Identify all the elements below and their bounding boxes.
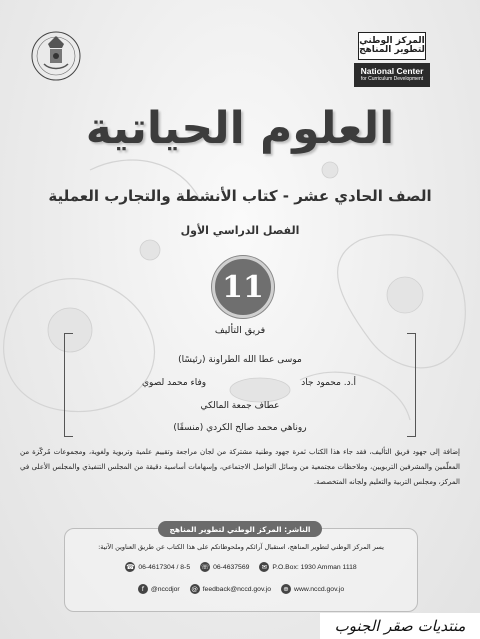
- contact-value: P.O.Box: 1930 Amman 1118: [272, 563, 357, 571]
- mailbox-icon: ✉: [259, 562, 269, 572]
- facebook-icon: f: [138, 584, 148, 594]
- phone-icon: ☎: [126, 563, 135, 571]
- contact-phone: [125, 562, 190, 572]
- publisher-logo-english: [354, 63, 430, 87]
- author-member-3: عطاف جمعة المالكي: [200, 401, 280, 411]
- book-title: العلوم الحياتية: [85, 103, 395, 154]
- fax-icon: ☏: [201, 563, 210, 571]
- contact-website: [281, 584, 344, 594]
- acknowledgement-paragraph: إضافة إلى جهود فريق التأليف، فقد جاء هذا الكتاب ثمرة جهود وطنية مشتركة من لجان مراجعة وتقييم علمية وتربوية ولغوية، ومجموعات مُركّزة من المعلّمين والمشرفين التربويين، وملاحظات مجتمعية من وسائل التواصل الاجتماعي، وإسهامات أساسية دقيقة من المجلس التنفيذي والمجلس الأعلى في المركز، ومجلس التربية والتعليم ولجانه المتخصصة.: [20, 448, 460, 486]
- contact-facebook: [138, 584, 180, 594]
- forum-watermark: منتديات صقر الجنوب: [320, 613, 480, 639]
- contact-value: 06-4637569: [213, 563, 250, 571]
- author-head: موسى عطا الله الطراونة (رئيسًا): [178, 355, 302, 365]
- publisher-logo-en-line2: for Curriculum Development: [360, 76, 424, 82]
- contact-value: feedback@nccd.gov.jo: [202, 585, 272, 593]
- publisher-logo-en-line1: National Center: [360, 66, 424, 76]
- authors-section: [64, 325, 416, 443]
- authors-bracket-left: [64, 333, 73, 437]
- contact-fax: [200, 562, 249, 572]
- contact-row-2: [65, 584, 417, 594]
- semester-label: الفصل الدراسي الأول: [180, 224, 300, 237]
- publisher-logo-arabic: المركز الوطني لتطوير المناهج: [358, 32, 426, 60]
- author-member-1: أ.د. محمود جاد: [301, 378, 356, 388]
- contact-value: www.nccd.gov.jo: [294, 585, 345, 593]
- contact-email: [190, 584, 271, 594]
- contact-mailbox: [259, 562, 356, 572]
- publisher-banner: الناشر: المركز الوطني لتطوير المناهج: [158, 521, 322, 537]
- author-member-4: روناهي محمد صالح الكردي (منسقًا): [173, 423, 307, 433]
- contact-value: @nccdjor: [150, 585, 180, 593]
- book-subtitle: الصف الحادي عشر - كتاب الأنشطة والتجارب العملية: [48, 187, 432, 205]
- publisher-contact-box: [64, 528, 418, 612]
- grade-badge: 11: [212, 256, 274, 318]
- ministry-emblem: [26, 22, 86, 92]
- author-member-2: وفاء محمد لصوي: [142, 378, 207, 388]
- publisher-text: يسر المركز الوطني لتطوير المناهج، استقبال آرائكم وملحوظاتكم على هذا الكتاب عن طريق العناوين الآتية:: [98, 543, 384, 551]
- web-icon: ⊕: [281, 584, 291, 594]
- contact-row-1: [65, 562, 417, 572]
- authors-bracket-right: [407, 333, 416, 437]
- email-icon: @: [191, 585, 198, 593]
- publisher-logo: [354, 32, 430, 86]
- contact-value: 06-4617304 / 8-5: [138, 563, 191, 571]
- authors-team-label: فريق التأليف: [214, 325, 266, 336]
